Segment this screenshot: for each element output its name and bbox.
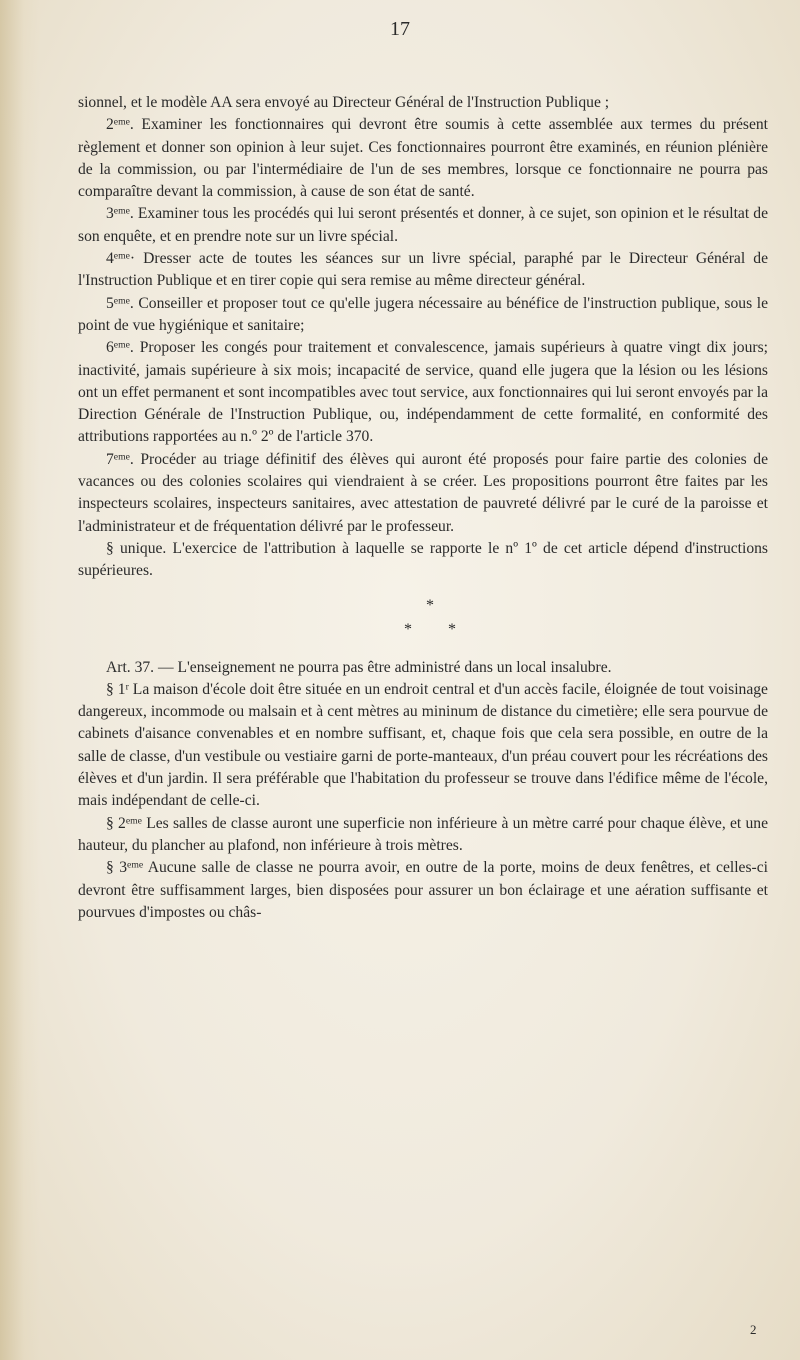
paragraph-item-7	[78, 449, 768, 538]
section-text: La maison d'école doit être située en un endroit central et d'un accès facile, éloignée de tout voisinage dangereux, incommode ou malsain et à cent mètres au mininum de distance du cimetière; elle sera pourvue de cabinets d'aisance convenables et en nombre suffisant, et, chaque fois que cela sera possible, en outre de la salle de classe, d'un vestibule ou vestiaire garni de porte-manteaux, d'un préau couvert pour les récréations des élèves et d'un jardin. Il sera préférable que l'habitation du professeur se trouve dans l'édifice même de l'école, mais indépendant de celle-ci.	[78, 680, 768, 810]
item-text: . Examiner les fonctionnaires qui devront être soumis à cette assemblée aux termes du présent règlement et donner son opinion à leur sujet. Ces fonctionnaires pourront être examinés, en réunion plénière de la commission, ou par l'intermédiaire de l'un de ses membres, lorsque ce fonctionnaire ne pourra pas comparaître devant la commission, à cause de son état de santé.	[78, 116, 768, 201]
paragraph-item-3	[78, 203, 768, 248]
paragraph-section-2	[78, 813, 768, 858]
section-ordinal: § 1	[106, 680, 126, 698]
item-ordinal: 3	[106, 205, 114, 223]
item-text: . Examiner tous les procédés qui lui seront présentés et donner, à ce sujet, son opinion et le résultat de son enquête, et en prendre note sur un livre spécial.	[78, 205, 768, 245]
paragraph-section-1	[78, 679, 768, 813]
body-text	[78, 92, 768, 924]
section-text: Aucune salle de classe ne pourra avoir, en outre de la porte, moins de deux fenêtres, et celles-ci devront être suffisamment larges, bien disposées pour assurer un bon éclairage et une aération suffisante et pourvues d'impostes ou châs-	[78, 859, 768, 921]
paragraph-section-3	[78, 857, 768, 924]
ordinal-suffix: eme	[127, 859, 144, 871]
paragraph-item-6	[78, 337, 768, 448]
paragraph-article-37: Art. 37. — L'enseignement ne pourra pas être administré dans un local insalubre.	[106, 658, 612, 676]
item-ordinal: 6	[106, 339, 114, 357]
ordinal-suffix: eme	[113, 339, 130, 351]
item-text: · Dresser acte de toutes les séances sur un livre spécial, paraphé par le Directeur Général de l'Instruction Publique et en tirer copie qui sera remise au même directeur général.	[78, 250, 768, 290]
item-ordinal: 5	[106, 294, 114, 312]
section-text: Les salles de classe auront une superficie non inférieure à un mètre carré pour chaque élève, et une hauteur, du plancher au plafond, non inférieure à trois mètres.	[78, 814, 768, 854]
page-edge-stain	[0, 0, 40, 1360]
section-ordinal: § 3	[106, 859, 128, 877]
item-text: . Proposer les congés pour traitement et convalescence, jamais supérieurs à quatre vingt dix jours; inactivité, jamais supérieure à six mois; incapacité de service, quand elle jugera que la lésion ou les lésions ont un effet permanent et sont incompatibles avec tout service, aux fonctionnaires qui lui seront envoyés par la Direction Générale de l'Instruction Publique, ou, indépendamment de cette formalité, en conformité des attributions rapportées au n.º 2º de l'article 370.	[78, 339, 768, 446]
section-ordinal: § 2	[106, 814, 126, 832]
asterisk-top: *	[426, 596, 434, 614]
ordinal-suffix: eme	[113, 250, 130, 262]
item-text: . Conseiller et proposer tout ce qu'elle jugera nécessaire au bénéfice de l'instruction publique, sous le point de vue hygiénique et sanitaire;	[78, 294, 768, 334]
page-number: 17	[390, 18, 410, 40]
ordinal-suffix: eme	[113, 295, 130, 307]
asterisk-right: *	[448, 620, 456, 638]
paragraph-section-unique: § unique. L'exercice de l'attribution à laquelle se rapporte le nº 1º de cet article dépend d'instructions supérieures.	[78, 539, 768, 580]
item-text: . Procéder au triage définitif des élèves qui auront été proposés pour faire partie des colonies de vacances ou des colonies scolaires qui viendraient à se créer. Les propositions pourront être faites par les inspecteurs scolaires, inspecteurs sanitaires, avec attestation de pauvreté délivré par le curé de la paroisse et l'administrateur et de fréquentation délivré par le professeur.	[78, 450, 768, 535]
ordinal-suffix: eme	[125, 815, 142, 827]
ordinal-suffix: eme	[113, 451, 130, 463]
ordinal-suffix: r	[125, 681, 129, 693]
asterism-divider	[78, 591, 768, 651]
ordinal-suffix: eme	[113, 116, 130, 128]
item-ordinal: 7	[106, 450, 114, 468]
asterisk-left: *	[404, 620, 412, 638]
paragraph-item-2	[78, 114, 768, 203]
signature-mark: 2	[750, 1322, 757, 1337]
ordinal-suffix: eme	[113, 206, 130, 218]
paragraph-item-4	[78, 248, 768, 293]
paragraph-item-5	[78, 293, 768, 338]
item-ordinal: 4	[106, 250, 114, 268]
paragraph-continuation: sionnel, et le modèle AA sera envoyé au Directeur Général de l'Instruction Publique ;	[78, 94, 610, 111]
item-ordinal: 2	[106, 116, 114, 134]
